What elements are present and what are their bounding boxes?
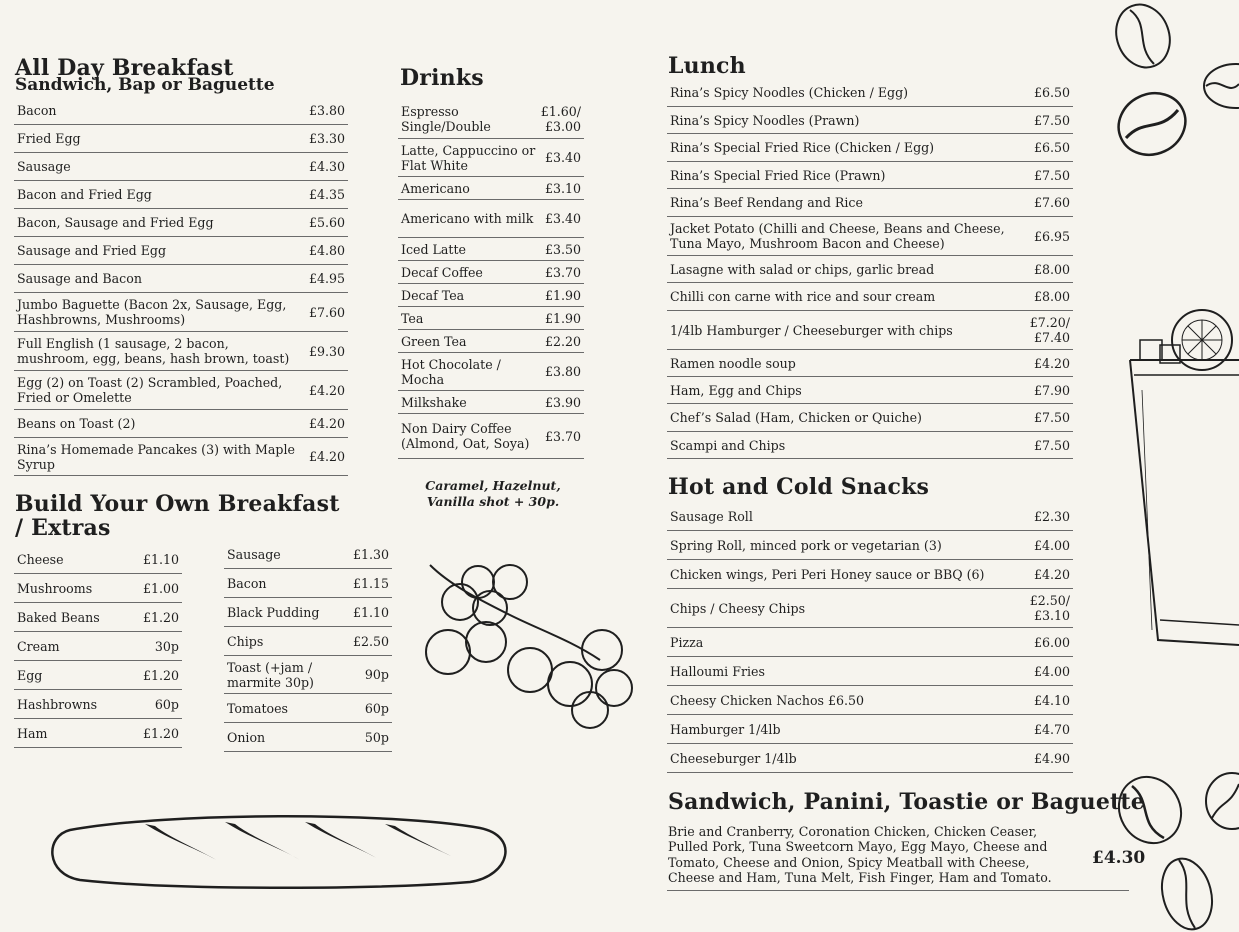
menu-item-price: £1.20 (142, 609, 179, 625)
coffee-bean-icon (1114, 88, 1190, 160)
menu-item-price: £4.00 (1033, 537, 1070, 553)
menu-item-name: Chef’s Salad (Ham, Chicken or Quiche) (670, 410, 922, 425)
menu-item-price: £3.40 (544, 211, 581, 226)
menu-item-row (14, 237, 348, 265)
menu-item-row (224, 627, 392, 656)
menu-item-row (224, 540, 392, 569)
menu-item-row (667, 311, 1073, 350)
menu-item-name: Ramen noodle soup (670, 355, 796, 371)
menu-item-price: £1.10 (352, 604, 389, 620)
menu-item-name: Americano (401, 180, 470, 196)
snacks-table (667, 502, 1073, 773)
menu-item-price: £4.80 (308, 243, 345, 258)
menu-item-row (667, 134, 1073, 162)
menu-item-price: £5.60 (308, 215, 345, 230)
menu-item-row (398, 261, 584, 284)
menu-item-price: £7.60 (308, 304, 345, 320)
sandwich-price: £4.30 (1092, 848, 1146, 868)
menu-item-row (667, 256, 1073, 283)
menu-item-price: £3.90 (544, 394, 581, 410)
menu-item-name: Bacon (17, 103, 57, 118)
menu-item-name: Cheese (17, 551, 64, 567)
menu-item-name: Rina’s Beef Rendang and Rice (670, 195, 863, 210)
coffee-bean-icon (1110, 0, 1180, 72)
baguette-icon (50, 810, 510, 890)
menu-item-row (667, 107, 1073, 134)
menu-item-row (667, 502, 1073, 531)
menu-item-price: £3.80 (308, 103, 345, 118)
menu-item-price: £2.30 (1033, 508, 1070, 524)
menu-item-price: £1.90 (544, 310, 581, 326)
menu-item-row (14, 410, 348, 438)
menu-item-price: £7.90 (1033, 382, 1070, 398)
menu-item-name: 1/4lb Hamburger / Cheeseburger with chips (670, 322, 953, 338)
coffee-bean-icon (1198, 58, 1239, 114)
iced-drink-icon (1120, 300, 1239, 660)
menu-item-row (14, 545, 182, 574)
menu-item-name: Cheeseburger 1/4lb (670, 750, 797, 766)
menu-item-row (398, 414, 584, 459)
menu-item-name: Pizza (670, 634, 704, 650)
menu-item-price: £4.20 (1033, 355, 1070, 371)
menu-item-name: Latte, Cappuccino or Flat White (401, 142, 536, 173)
menu-item-name: Iced Latte (401, 241, 466, 257)
menu-item-price: £6.00 (1033, 634, 1070, 650)
menu-item-price: £6.95 (1033, 228, 1070, 244)
menu-item-name: Espresso Single/Double (401, 104, 491, 134)
menu-item-row (398, 238, 584, 261)
menu-item-name: Fried Egg (17, 131, 81, 146)
menu-item-name: Bacon (227, 575, 267, 591)
menu-item-price: £1.20 (142, 667, 179, 683)
menu-item-row (667, 589, 1073, 628)
menu-item-row (14, 574, 182, 603)
menu-item-name: Sausage and Bacon (17, 271, 142, 286)
menu-item-name: Rina’s Spicy Noodles (Chicken / Egg) (670, 85, 909, 100)
menu-item-price: £4.20 (308, 449, 345, 464)
menu-item-name: Egg (17, 667, 43, 683)
menu-item-name: Black Pudding (227, 604, 320, 620)
menu-item-name: Americano with milk (401, 211, 534, 226)
menu-item-row (14, 209, 348, 237)
menu-item-name: Halloumi Fries (670, 663, 765, 679)
menu-item-row (398, 200, 584, 238)
menu-item-name: Rina’s Spicy Noodles (Prawn) (670, 112, 860, 128)
menu-item-price: 30p (154, 638, 179, 654)
menu-item-price: £7.60 (1033, 195, 1070, 210)
menu-item-price: 90p (364, 667, 389, 682)
menu-item-name: Non Dairy Coffee (Almond, Oat, Soya) (401, 421, 530, 451)
sandwich-description: Brie and Cranberry, Coronation Chicken, Chicken Ceaser, Pulled Pork, Tuna Sweetcorn Mayo, Egg Mayo, Cheese and Tomato, Cheese and Onion, Spicy Meatball with Cheese, Cheese and Ham, Tuna Melt, Fish Finger, Ham and Tomato. (668, 824, 1052, 886)
snacks-title: Hot and Cold Snacks (668, 474, 930, 500)
menu-item-name: Lasagne with salad or chips, garlic bread (670, 261, 935, 277)
menu-item-price: £4.20 (1033, 566, 1070, 582)
menu-item-name: Sausage (227, 546, 281, 562)
menu-item-name: Spring Roll, minced pork or vegetarian (3) (670, 537, 942, 553)
menu-item-row (667, 686, 1073, 715)
menu-item-name: Cream (17, 638, 60, 654)
menu-item-row (398, 391, 584, 414)
sandwich-title: Sandwich, Panini, Toastie or Baguette (668, 789, 1145, 815)
menu-item-price: £4.10 (1033, 692, 1070, 708)
menu-item-row (667, 377, 1073, 404)
menu-item-price: £3.50 (544, 241, 581, 257)
menu-item-name: Milkshake (401, 394, 467, 410)
menu-item-row (667, 283, 1073, 311)
menu-item-price: 50p (364, 729, 389, 745)
menu-item-price: £3.30 (308, 131, 345, 146)
menu-item-name: Onion (227, 729, 266, 745)
menu-item-name: Ham (17, 725, 48, 741)
menu-item-row (14, 438, 348, 476)
menu-item-row (398, 330, 584, 353)
extras-table-right (224, 540, 392, 752)
menu-item-row (667, 657, 1073, 686)
menu-item-row (14, 332, 348, 371)
menu-item-row (398, 307, 584, 330)
menu-item-price: £6.50 (1033, 140, 1070, 155)
menu-item-name: Toast (+jam / marmite 30p) (227, 659, 314, 690)
menu-item-row (667, 79, 1073, 107)
menu-item-price: £3.70 (544, 428, 581, 444)
menu-item-price: £3.10 (544, 180, 581, 196)
menu-item-price: £4.90 (1033, 750, 1070, 766)
menu-item-row (667, 531, 1073, 560)
breakfast-title: All Day Breakfast (15, 55, 234, 81)
menu-item-row (14, 690, 182, 719)
menu-item-price: £2.20 (544, 333, 581, 349)
menu-item-name: Ham, Egg and Chips (670, 382, 802, 398)
menu-item-row (667, 628, 1073, 657)
menu-item-price: £1.00 (142, 580, 179, 596)
menu-item-row (667, 404, 1073, 432)
menu-item-name: Egg (2) on Toast (2) Scrambled, Poached, Fried or Omelette (17, 375, 283, 405)
menu-item-price: £4.70 (1033, 721, 1070, 737)
menu-item-price: £2.50/ £3.10 (1029, 593, 1070, 623)
menu-item-price: £7.50 (1033, 167, 1070, 183)
menu-item-row (14, 181, 348, 209)
menu-item-name: Rina’s Special Fried Rice (Chicken / Egg) (670, 140, 935, 155)
menu-item-row (667, 162, 1073, 189)
drinks-note: Caramel, Hazelnut, Vanilla shot + 30p. (425, 478, 561, 509)
coffee-bean-icon (1112, 772, 1188, 848)
drinks-table (398, 100, 584, 459)
menu-item-row (14, 371, 348, 410)
menu-item-price: £9.30 (308, 343, 345, 359)
menu-item-row (667, 560, 1073, 589)
menu-item-name: Chips (227, 633, 264, 649)
menu-item-price: £8.00 (1033, 289, 1070, 304)
menu-item-name: Sausage Roll (670, 508, 753, 524)
menu-item-price: £2.50 (352, 633, 389, 649)
menu-item-row (14, 661, 182, 690)
menu-item-row (398, 100, 584, 139)
menu-item-row (224, 656, 392, 694)
coffee-bean-icon (1155, 852, 1219, 932)
menu-item-row (667, 744, 1073, 773)
menu-item-price: £1.30 (352, 546, 389, 562)
menu-item-row (224, 569, 392, 598)
menu-item-name: Tomatoes (227, 700, 289, 716)
menu-item-name: Bacon and Fried Egg (17, 187, 152, 202)
menu-item-name: Sausage and Fried Egg (17, 243, 167, 258)
menu-item-price: 60p (364, 700, 389, 716)
menu-item-price: £1.90 (544, 287, 581, 303)
menu-item-row (14, 97, 348, 125)
extras-table-left (14, 545, 182, 748)
menu-item-row (14, 603, 182, 632)
menu-item-price: £4.20 (308, 416, 345, 431)
menu-item-row (224, 598, 392, 627)
menu-item-row (398, 353, 584, 391)
breakfast-table (14, 97, 348, 476)
menu-item-price: £8.00 (1033, 261, 1070, 277)
menu-item-name: Tea (401, 310, 424, 326)
menu-item-name: Rina’s Special Fried Rice (Prawn) (670, 167, 886, 183)
menu-item-name: Chicken wings, Peri Peri Honey sauce or BBQ (6) (670, 566, 985, 582)
menu-item-name: Hamburger 1/4lb (670, 721, 781, 737)
menu-item-name: Green Tea (401, 333, 467, 349)
menu-item-name: Scampi and Chips (670, 437, 786, 453)
menu-item-row (398, 139, 584, 177)
menu-item-name: Sausage (17, 159, 71, 174)
menu-item-row (14, 153, 348, 181)
menu-item-name: Chilli con carne with rice and sour cream (670, 289, 936, 304)
menu-item-price: £1.15 (352, 575, 389, 591)
menu-item-price: 60p (154, 696, 179, 712)
menu-item-price: £4.30 (308, 159, 345, 174)
menu-item-name: Jumbo Baguette (Bacon 2x, Sausage, Egg, Hashbrowns, Mushrooms) (17, 297, 287, 327)
menu-item-row (667, 715, 1073, 744)
menu-item-price: £4.20 (308, 382, 345, 398)
menu-item-row (398, 284, 584, 307)
menu-item-price: £6.50 (1033, 85, 1070, 100)
drinks-title: Drinks (400, 65, 484, 91)
menu-item-price: £1.10 (142, 551, 179, 567)
menu-item-row (224, 723, 392, 752)
menu-item-price: £7.20/ £7.40 (1029, 315, 1070, 345)
extras-title: Build Your Own Breakfast / Extras (15, 491, 340, 541)
sandwich-divider (667, 890, 1129, 891)
menu-item-name: Mushrooms (17, 580, 93, 596)
menu-item-row (224, 694, 392, 723)
menu-item-name: Decaf Tea (401, 287, 465, 303)
lunch-title: Lunch (668, 53, 746, 79)
menu-item-price: £7.50 (1033, 410, 1070, 425)
menu-item-name: Hashbrowns (17, 696, 98, 712)
menu-item-price: £1.20 (142, 725, 179, 741)
menu-item-name: Jacket Potato (Chilli and Cheese, Beans and Cheese, Tuna Mayo, Mushroom Bacon and Cheese) (670, 221, 1005, 251)
menu-item-name: Hot Chocolate / Mocha (401, 356, 501, 387)
menu-item-row (398, 177, 584, 200)
menu-item-row (14, 125, 348, 153)
menu-item-price: £4.95 (308, 271, 345, 286)
menu-item-price: £7.50 (1033, 112, 1070, 128)
menu-item-name: Rina’s Homemade Pancakes (3) with Maple Syrup (17, 441, 295, 472)
menu-item-row (667, 217, 1073, 256)
menu-item-price: £3.40 (544, 150, 581, 165)
breakfast-subtitle: Sandwich, Bap or Baguette (15, 75, 275, 95)
blueberry-branch-icon (420, 560, 638, 735)
lunch-table (667, 79, 1073, 459)
menu-item-row (667, 350, 1073, 377)
menu-item-row (14, 265, 348, 293)
menu-item-name: Baked Beans (17, 609, 100, 625)
coffee-bean-icon (1200, 770, 1239, 832)
menu-item-name: Bacon, Sausage and Fried Egg (17, 215, 214, 230)
menu-item-price: £4.35 (308, 187, 345, 202)
menu-item-row (14, 719, 182, 748)
menu-item-name: Beans on Toast (2) (17, 416, 136, 431)
menu-item-name: Full English (1 sausage, 2 bacon, mushroom, egg, beans, hash brown, toast) (17, 336, 290, 366)
menu-item-price: £1.60/ £3.00 (540, 104, 581, 134)
menu-item-row (667, 432, 1073, 459)
menu-item-row (14, 293, 348, 332)
menu-item-price: £4.00 (1033, 663, 1070, 679)
menu-item-name: Decaf Coffee (401, 264, 483, 280)
menu-item-price: £7.50 (1033, 437, 1070, 453)
menu-item-row (667, 189, 1073, 217)
menu-item-name: Chips / Cheesy Chips (670, 600, 806, 616)
menu-item-price: £3.70 (544, 264, 581, 280)
menu-item-price: £3.80 (544, 364, 581, 379)
menu-item-row (14, 632, 182, 661)
menu-item-name: Cheesy Chicken Nachos £6.50 (670, 692, 865, 708)
